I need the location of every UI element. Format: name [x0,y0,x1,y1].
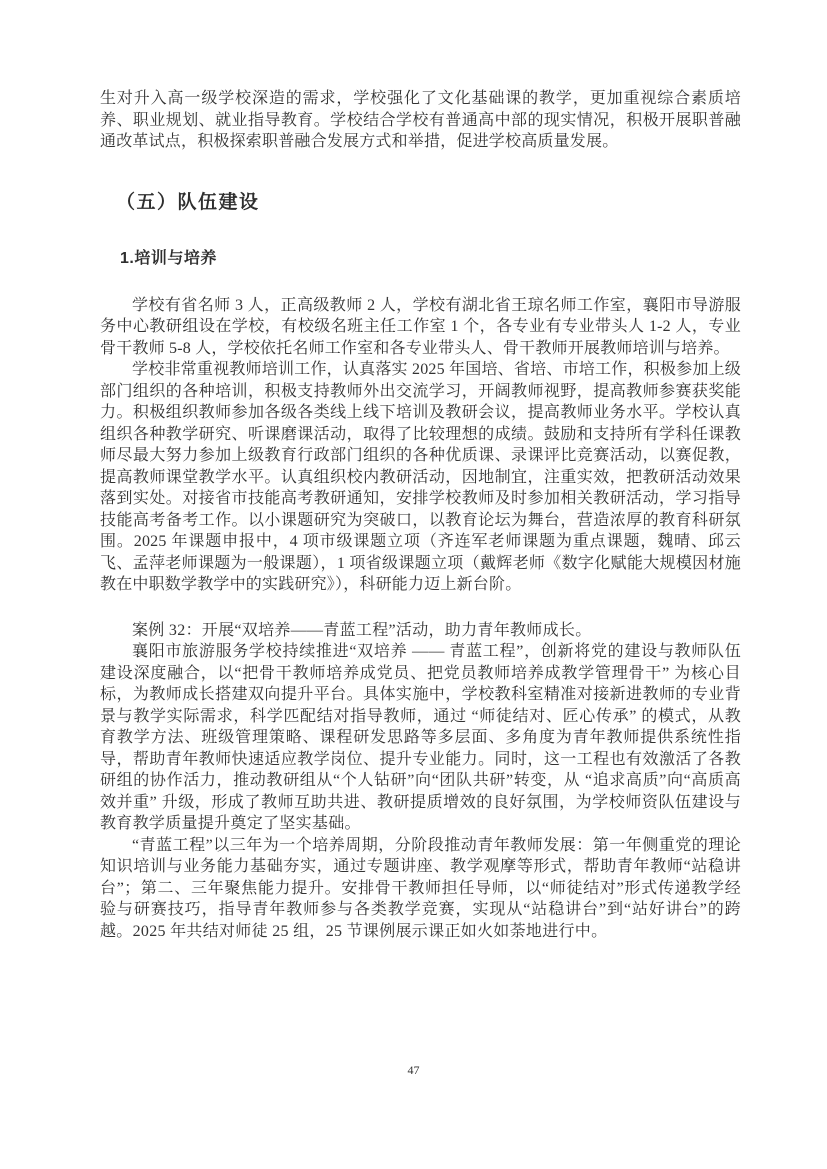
page-content [100,88,741,942]
subsection-heading: 1.培训与培养 [120,249,217,267]
section-heading: （五）队伍建设 [116,191,260,213]
case-study-paragraph-1: 襄阳市旅游服务学校持续推进“双培养 —— 青蓝工程”，创新将党的建设与教师队伍建设深度融合，以“把骨干教师培养成党员、把党员教师培养成教学管理骨干” 为核心目标，为教师成长搭建双向提升平台。具体实施中，学校教科室精准对接新进教师的专业背景与教学实际需求，科学匹配结对指导教师，通过 “师徒结对、匠心传承” 的模式，从教育教学方法、班级管理策略、课程研发思路等多层面、多角度为青年教师提供系统性指导，帮助青年教师快速适应教学岗位、提升专业能力。同时，这一工程也有效激活了各教研组的协作活力，推动教研组从“个人钻研”向“团队共研”转变，从 “追求高质”向“高质高效并重” 升级，形成了教师互助共进、教研提质增效的良好氛围，为学校师资队伍建设与教育教学质量提升奠定了坚实基础。 [100,643,741,832]
case-study-paragraph-2: “青蓝工程”以三年为一个培养周期，分阶段推动青年教师发展：第一年侧重党的理论知识培训与业务能力基础夯实，通过专题讲座、教学观摩等形式，帮助青年教师“站稳讲台”；第二、三年聚焦能力提升。安排骨干教师担任导师，以“师徒结对”形式传递教学经验与研赛技巧，指导青年教师参与各类教学竞赛，实现从“站稳讲台”到“站好讲台”的跨越。2025 年共结对师徒 25 组，25 节课例展示课正如火如荼地进行中。 [100,836,741,940]
paragraph-teacher-training: 学校非常重视教师培训工作，认真落实 2025 年国培、省培、市培工作，积极参加上级部门组织的各种培训，积极支持教师外出交流学习，开阔教师视野，提高教师参赛获奖能力。积极组织教师参加各级各类线上线下培训及教研会议，提高教师业务水平。学校认真组织各种教学研究、听课磨课活动，取得了比较理想的成绩。鼓励和支持所有学科任课教师尽最大努力参加上级教育行政部门组织的各种优质课、录课评比竞赛活动，以赛促教，提高教师课堂教学水平。认真组织校内教研活动，因地制宜，注重实效，把教研活动效果落到实处。对接省市技能高考教研通知，安排学校教师及时参加相关教研活动，学习指导技能高考备考工作。以小课题研究为突破口，以教育论坛为舞台，营造浓厚的教育科研氛围。2025 年课题申报中，4 项市级课题立项（齐连军老师课题为重点课题，魏晴、邱云飞、孟萍老师课题为一般课题），1 项省级课题立项（戴辉老师《数字化赋能大规模因材施教在中职数学教学中的实践研究》），科研能力迈上新台阶。 [100,361,741,593]
paragraph-teacher-resources: 学校有省名师 3 人，正高级教师 2 人，学校有湖北省王琼名师工作室，襄阳市导游服务中心教研组设在学校，有校级名班主任工作室 1 个，各专业有专业带头人 1-2 人，专业骨干教师 5-8 人，学校依托名师工作室和各专业带头人、骨干教师开展教师培训与培养。 [100,296,741,357]
paragraph-intro-continuation: 生对升入高一级学校深造的需求，学校强化了文化基础课的教学，更加重视综合素质培养、职业规划、就业指导教育。学校结合学校有普通高中部的现实情况，积极开展职普融通改革试点，积极探索职普融合发展方式和举措，促进学校高质量发展。 [100,90,741,150]
page-number: 47 [407,1063,420,1077]
case-study-block [100,620,741,943]
case-study-title: 案例 32：开展“双培养——青蓝工程”活动，助力青年教师成长。 [132,621,592,639]
